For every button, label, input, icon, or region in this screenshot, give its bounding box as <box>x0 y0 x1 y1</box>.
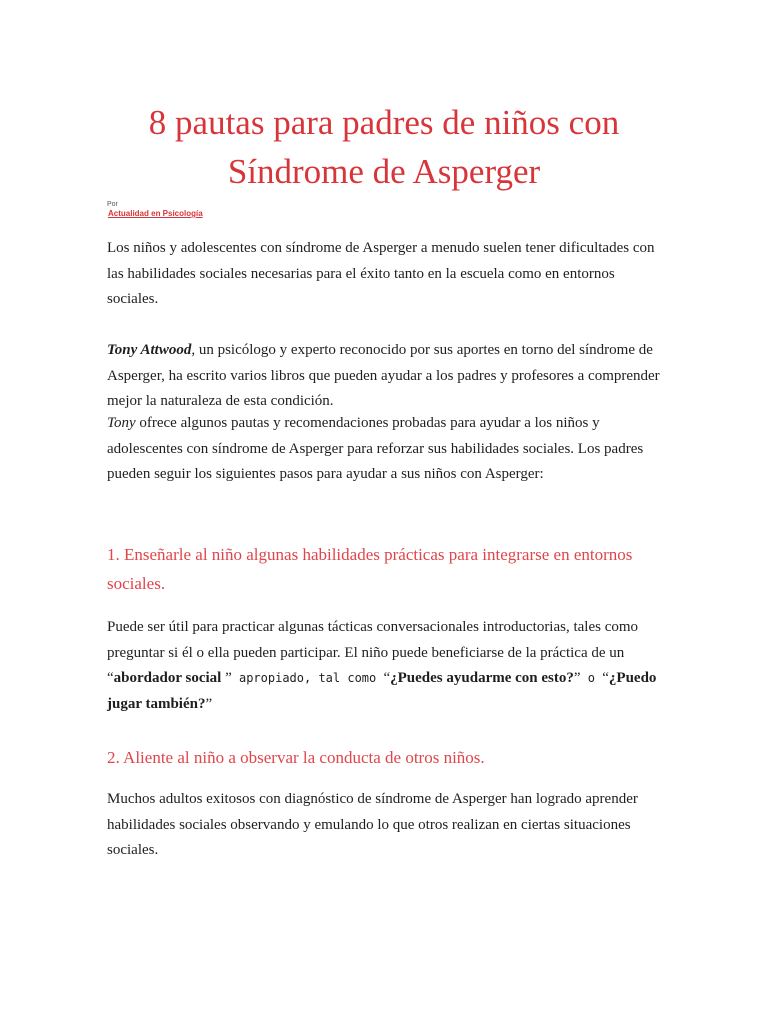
quote-open: “ <box>107 670 114 686</box>
quote-open-2: “ <box>383 670 391 686</box>
section-heading-1: 1. Enseñarle al niño algunas habilidades prácticas para integrarse en entornos sociales. <box>107 545 633 593</box>
quote-close-3: ” <box>205 695 213 712</box>
tony-name: Tony <box>107 415 136 431</box>
term-abordador-social: abordador social <box>113 670 222 686</box>
intro-paragraph: Los niños y adolescentes con síndrome de Asperger a menudo suelen tener dificultades con las habilidades sociales necesarias para el éxito tanto en la escuela como en entornos sociales. <box>107 240 655 307</box>
section-heading-2: 2. Aliente al niño a observar la conducta de otros niños. <box>107 748 485 767</box>
page-title <box>60 98 708 196</box>
quote-close: ” <box>221 670 232 686</box>
attwood-text: , un psicólogo y experto reconocido por sus aportes en torno del síndrome de Asperger, ha escrito varios libros que pueden ayudar a los padres y profesores a comprender mejor la naturaleza de esta condición. <box>107 342 660 409</box>
quote-close-2: ” <box>573 670 581 686</box>
author-link[interactable]: Actualidad en Psicología <box>108 209 203 218</box>
recommendations-text: ofrece algunos pautas y recomendaciones probadas para ayudar a los niños y adolescentes con síndrome de Asperger para reforzar sus habilidades sociales. Los padres pueden seguir los siguientes pasos para ayudar a sus niños con Asperger: <box>107 415 644 482</box>
title-line-2: Síndrome de Asperger <box>227 152 541 191</box>
byline <box>107 201 203 219</box>
section-1-paragraph <box>107 615 667 717</box>
attwood-name: Tony Attwood <box>107 342 192 358</box>
section-2-paragraph: Muchos adultos exitosos con diagnóstico de síndrome de Asperger han logrado aprender habilidades sociales observando y emulando lo que otros realizan en ciertas situaciones sociales. <box>107 791 638 858</box>
byline-prefix: Por <box>107 201 118 208</box>
attwood-paragraph <box>107 338 667 415</box>
example-phrase-1: ¿Puedes ayudarme con esto? <box>390 670 574 686</box>
quote-open-3: “ <box>602 670 609 686</box>
connector-text-1: apropiado, tal como <box>231 671 384 685</box>
title-line-1: 8 pautas para padres de niños con <box>148 103 620 142</box>
section-1-text: Puede ser útil para practicar algunas tácticas conversacionales introductorias, tales como preguntar si él o ella pueden participar. El niño puede beneficiarse de la práctica de un <box>107 619 639 661</box>
recommendations-paragraph <box>107 411 667 488</box>
connector-text-2: o <box>580 671 603 685</box>
example-phrase-2: ¿Puedo jugar también? <box>107 670 657 712</box>
